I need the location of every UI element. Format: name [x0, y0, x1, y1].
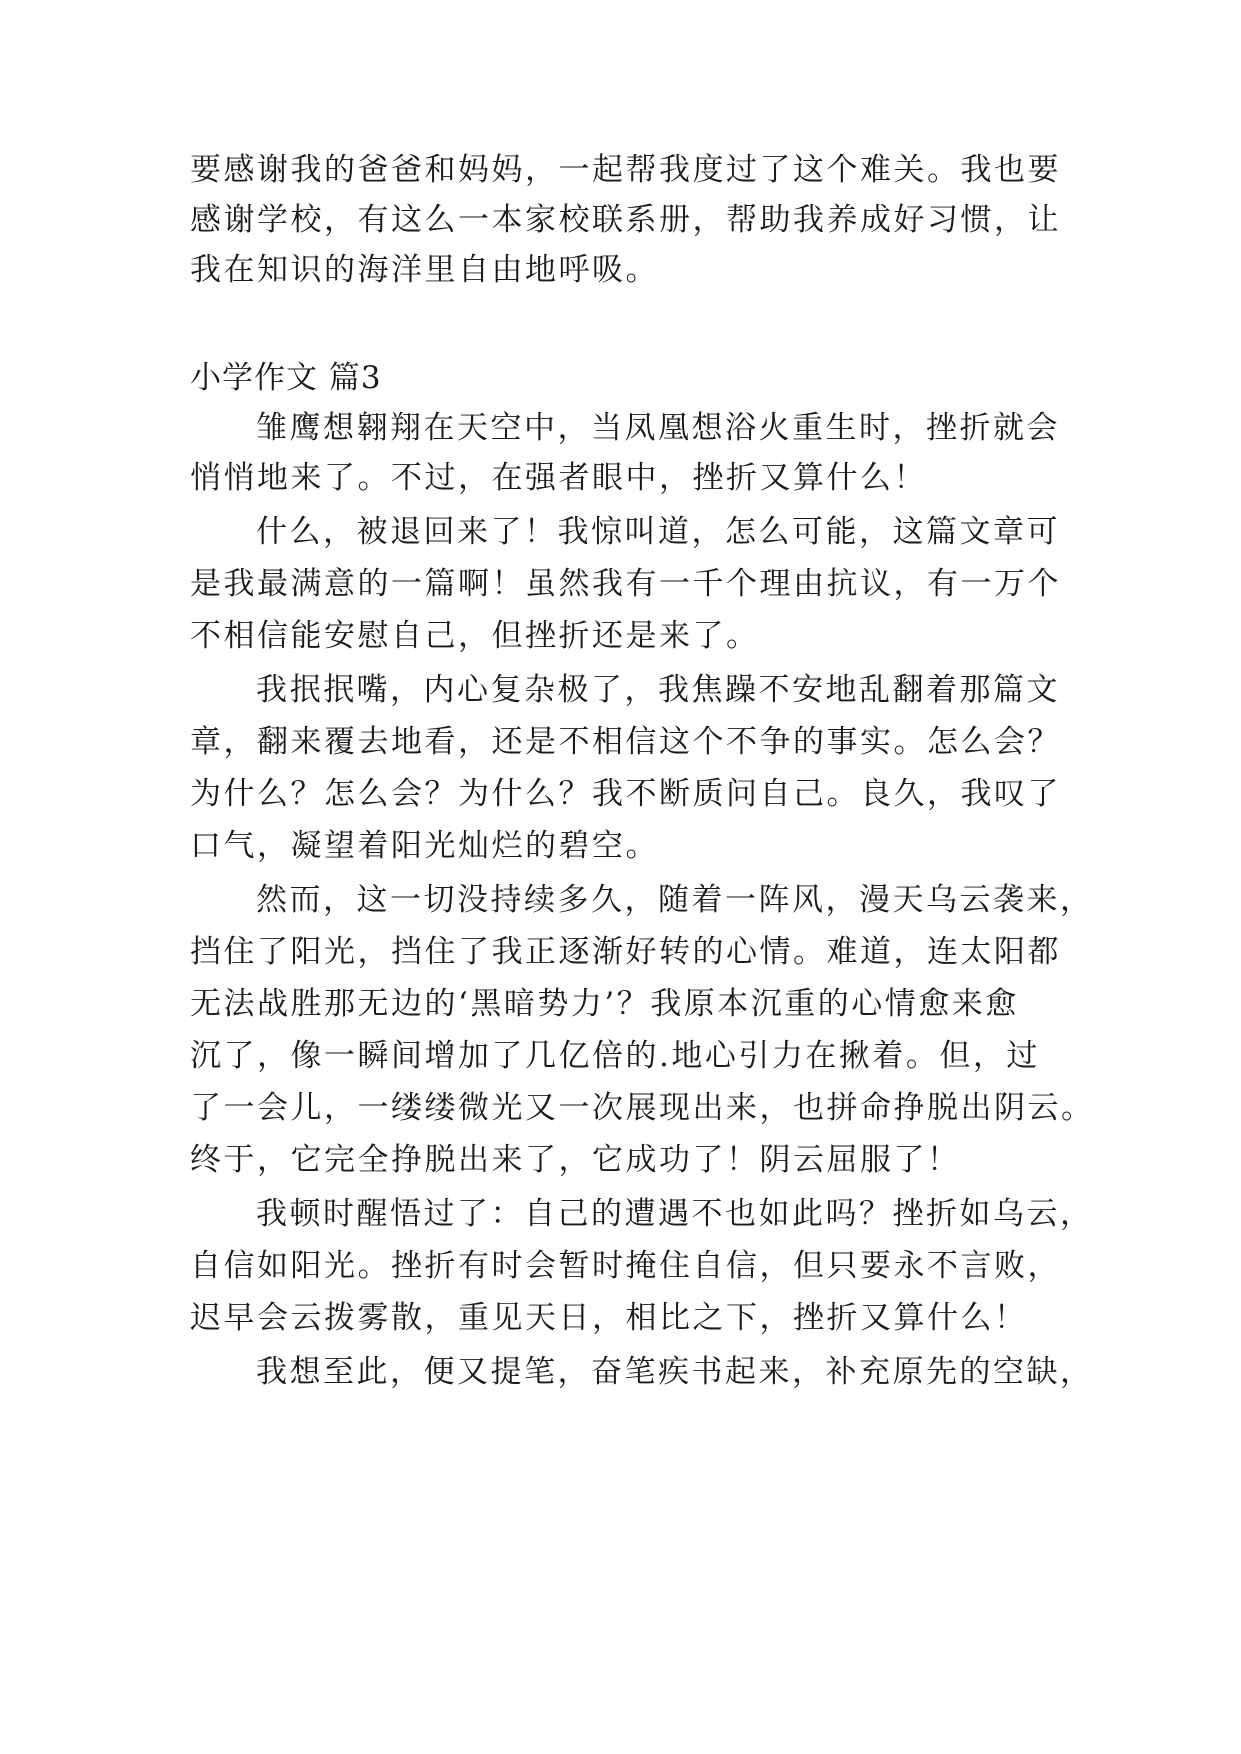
paragraph-first-line: 我抿抿嘴，内心复杂极了，我焦躁不安地乱翻着那篇文 — [256, 672, 1060, 708]
text-line: 为什么？怎么会？为什么？我不断质问自己。良久，我叹了 — [190, 776, 1061, 812]
text-line: 挡住了阳光，挡住了我正逐渐好转的心情。难道，连太阳都 — [190, 934, 1061, 970]
text-line: 口气，凝望着阳光灿烂的碧空。 — [190, 828, 659, 864]
text-line: 迟早会云拨雾散，重见天日，相比之下，挫折又算什么！ — [190, 1300, 1028, 1336]
paragraph-first-line: 我想至此，便又提笔，奋笔疾书起来，补充原先的空缺， — [256, 1354, 1094, 1390]
text-line: 了一会儿，一缕缕微光又一次展现出来，也拼命挣脱出阴云。 — [190, 1090, 1095, 1126]
section-heading: 小学作文 篇3 — [190, 360, 382, 396]
text-line: 我在知识的海洋里自由地呼吸。 — [190, 252, 659, 288]
text-line: 章，翻来覆去地看，还是不相信这个不争的事实。怎么会？ — [190, 724, 1061, 760]
text-line: 是我最满意的一篇啊！虽然我有一千个理由抗议，有一万个 — [190, 566, 1061, 602]
paragraph-first-line: 雏鹰想翱翔在天空中，当凤凰想浴火重生时，挫折就会 — [256, 410, 1060, 446]
paragraph-first-line: 然而，这一切没持续多久，随着一阵风，漫天乌云袭来， — [256, 882, 1094, 918]
text-line: 要感谢我的爸爸和妈妈，一起帮我度过了这个难关。我也要 — [190, 152, 1061, 188]
text-line: 悄悄地来了。不过，在强者眼中，挫折又算什么！ — [190, 460, 927, 496]
text-line: 感谢学校，有这么一本家校联系册，帮助我养成好习惯，让 — [190, 202, 1061, 238]
paragraph-first-line: 我顿时醒悟过了：自己的遭遇不也如此吗？挫折如乌云， — [256, 1196, 1094, 1232]
paragraph-first-line: 什么，被退回来了！我惊叫道，怎么可能，这篇文章可 — [256, 514, 1060, 550]
text-line: 自信如阳光。挫折有时会暂时掩住自信，但只要永不言败， — [190, 1248, 1061, 1284]
text-line: 不相信能安慰自己，但挫折还是来了。 — [190, 618, 760, 654]
text-line: 沉了，像一瞬间增加了几亿倍的.地心引力在揪着。但，过 — [190, 1038, 1040, 1074]
text-line: 终于，它完全挣脱出来了，它成功了！阴云屈服了！ — [190, 1142, 961, 1178]
text-line: 无法战胜那无边的‘黑暗势力’？我原本沉重的心情愈来愈 — [190, 986, 1019, 1022]
